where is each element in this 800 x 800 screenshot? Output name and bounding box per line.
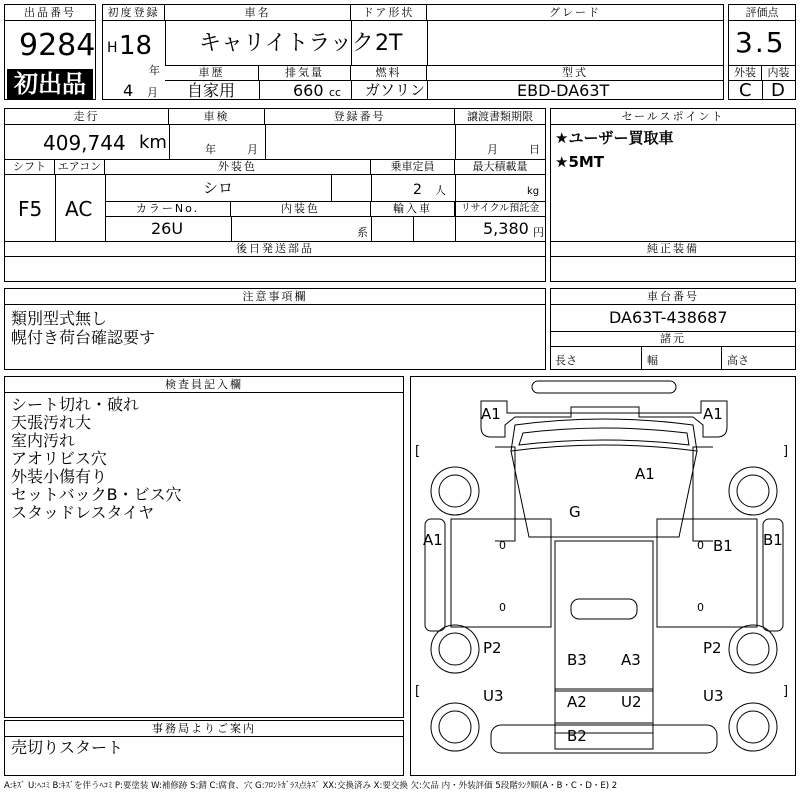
inspection-year-unit: 年 [205, 143, 216, 156]
mark-gate-left: A2 [567, 693, 587, 711]
notes-label: 注意事項欄 [5, 289, 545, 305]
mark-rear-right-p: P2 [703, 639, 722, 657]
year-unit: 年 [149, 64, 160, 77]
inspector-label: 検査員記入欄 [5, 377, 403, 393]
era: H [107, 40, 118, 56]
car-name-label: 車名 [165, 5, 351, 21]
mark-bumper: B2 [567, 727, 587, 745]
zero-mark-1: 0 [499, 539, 506, 552]
mileage-unit: km [139, 132, 167, 153]
mark-left-side: A1 [423, 531, 443, 549]
genuine-equipment-label: 純正装備 [551, 241, 795, 257]
mark-roof: A1 [635, 465, 655, 483]
inspector-line-2: 天張汚れ大 [11, 413, 92, 432]
month-unit: 月 [147, 86, 158, 99]
door-label: ドア形状 [351, 5, 427, 21]
bracket-right-front: ] [783, 444, 789, 459]
first-listing-badge: 初出品 [7, 69, 93, 99]
office-box [4, 720, 404, 776]
zero-mark-2: 0 [697, 539, 704, 552]
mark-right-side-outer: B1 [763, 531, 783, 549]
transfer-day-unit: 日 [529, 143, 540, 156]
score-box [728, 4, 796, 100]
displacement-unit: cc [329, 86, 342, 99]
inspector-line-1: シート切れ・破れ [11, 395, 140, 414]
zero-mark-3: 0 [499, 601, 506, 614]
interior-grade: D [771, 80, 785, 101]
sales-points-box [550, 108, 796, 282]
int-color-label: 内装色 [231, 201, 371, 217]
inspector-line-6: セットバックB・ビス穴 [11, 485, 182, 504]
transfer-label: 譲渡書類期限 [455, 109, 545, 125]
car-name: キャリイトラック [199, 31, 374, 56]
mark-bed-right: A3 [621, 651, 641, 669]
inspector-line-4: アオリビス穴 [11, 449, 107, 468]
inspector-line-5: 外装小傷有り [11, 467, 108, 486]
exterior-label: 外装 [729, 65, 762, 81]
fuel-label: 燃料 [351, 65, 427, 81]
mark-bed-left: B3 [567, 651, 587, 669]
lot-number: 9284 [19, 28, 96, 63]
inspector-box [4, 376, 404, 718]
transfer-month-unit: 月 [487, 143, 498, 156]
history-label: 車歴 [165, 65, 259, 81]
chassis-number: DA63T-438687 [609, 308, 728, 327]
score-label: 評価点 [729, 5, 795, 21]
inspection-label: 車検 [169, 109, 265, 125]
vehicle-header-table [102, 4, 724, 100]
exterior-color: シロ [203, 179, 234, 197]
mark-right-side-inner: B1 [713, 537, 733, 555]
exterior-grade: C [739, 80, 752, 101]
height-label: 高さ [727, 354, 749, 367]
displacement-label: 排気量 [259, 65, 351, 81]
shift: F5 [18, 197, 43, 221]
recycle-deposit: 5,380 [483, 219, 529, 238]
evaluation-score: 3.5 [735, 26, 786, 59]
lot-number-box [4, 4, 96, 100]
bracket-right-rear: ] [783, 684, 789, 699]
model-code: EBD-DA63T [517, 81, 610, 100]
mark-front-right: A1 [703, 405, 723, 423]
sales-point-2: ★5MT [555, 153, 605, 171]
first-reg-year: 18 [119, 31, 153, 61]
capacity-unit: 人 [435, 184, 446, 197]
truck-diagram [411, 377, 795, 775]
recycle-label: リサイクル預託金 [455, 201, 545, 217]
first-reg-month: 4 [123, 81, 134, 100]
chassis-label: 車台番号 [551, 289, 795, 305]
bracket-left-rear: [ [415, 684, 421, 699]
mark-rear-left-u: U3 [483, 687, 504, 705]
mark-rear-right-u: U3 [703, 687, 724, 705]
zero-mark-4: 0 [697, 601, 704, 614]
later-parts-label: 後日発送部品 [5, 241, 545, 257]
width-label: 幅 [647, 354, 658, 367]
import-label: 輸入車 [371, 201, 455, 217]
ext-color-label: 外装色 [105, 159, 371, 175]
max-load-unit: kg [527, 186, 540, 197]
specs-table [4, 108, 546, 282]
office-label: 事務局よりご案内 [5, 721, 403, 737]
mark-rear-left-p: P2 [483, 639, 502, 657]
model-label: 型式 [427, 65, 723, 81]
specs-label: 諸元 [551, 331, 795, 347]
sales-points-label: セールスポイント [551, 109, 795, 125]
inspector-line-3: 室内汚れ [11, 431, 76, 450]
shift-label: シフト [5, 159, 55, 175]
bracket-left-front: [ [415, 444, 421, 459]
note-line-2: 幌付き荷台確認要す [11, 328, 156, 347]
lot-number-label: 出品番号 [5, 5, 95, 21]
ac-label: エアコン [55, 159, 105, 175]
door-type: 2T [375, 31, 403, 56]
damage-diagram [410, 376, 796, 776]
reg-number-label: 登録番号 [265, 109, 455, 125]
mileage-label: 走行 [5, 109, 169, 125]
note-line-1: 類別型式無し [11, 309, 108, 328]
grade-label: グレード [427, 5, 723, 21]
chassis-box [550, 288, 796, 370]
int-color-unit: 系 [357, 226, 368, 239]
displacement: 660 [293, 81, 324, 100]
recycle-unit: 円 [533, 226, 544, 239]
max-load-label: 最大積載量 [455, 159, 545, 175]
inspector-line-7: スタッドレスタイヤ [11, 503, 155, 522]
vehicle-history: 自家用 [187, 81, 236, 100]
color-no-label: カラーNo. [105, 201, 231, 217]
mark-gate-right: U2 [621, 693, 642, 711]
air-conditioner: AC [65, 197, 93, 221]
first-reg-label: 初度登録 [103, 5, 165, 21]
notes-box [4, 288, 546, 370]
legend: A:ｷｽﾞ U:ﾍｺﾐ B:ｷｽﾞを伴うﾍｺﾐ P:要塗装 W:補修跡 S:錆 C:腐食、穴 G:ﾌﾛﾝﾄｶﾞﾗｽ点ｷｽﾞ XX:交換済み X:要交換 欠:欠品 内・外装評価 5段階ﾗﾝｸ順(A・B・C・D・E) 2 [4, 781, 618, 791]
mileage: 409,744 [43, 131, 126, 155]
mark-front-left: A1 [481, 405, 501, 423]
interior-label: 内装 [762, 65, 795, 81]
inspection-month-unit: 月 [247, 143, 258, 156]
color-number: 26U [151, 219, 184, 238]
sales-point-1: ★ユーザー買取車 [555, 129, 674, 147]
seating-capacity: 2 [413, 182, 422, 198]
capacity-label: 乗車定員 [371, 159, 455, 175]
length-label: 長さ [555, 354, 577, 367]
fuel-type: ガソリン [365, 81, 426, 99]
mark-center: G [569, 503, 581, 521]
office-message: 売切りスタート [11, 738, 124, 757]
